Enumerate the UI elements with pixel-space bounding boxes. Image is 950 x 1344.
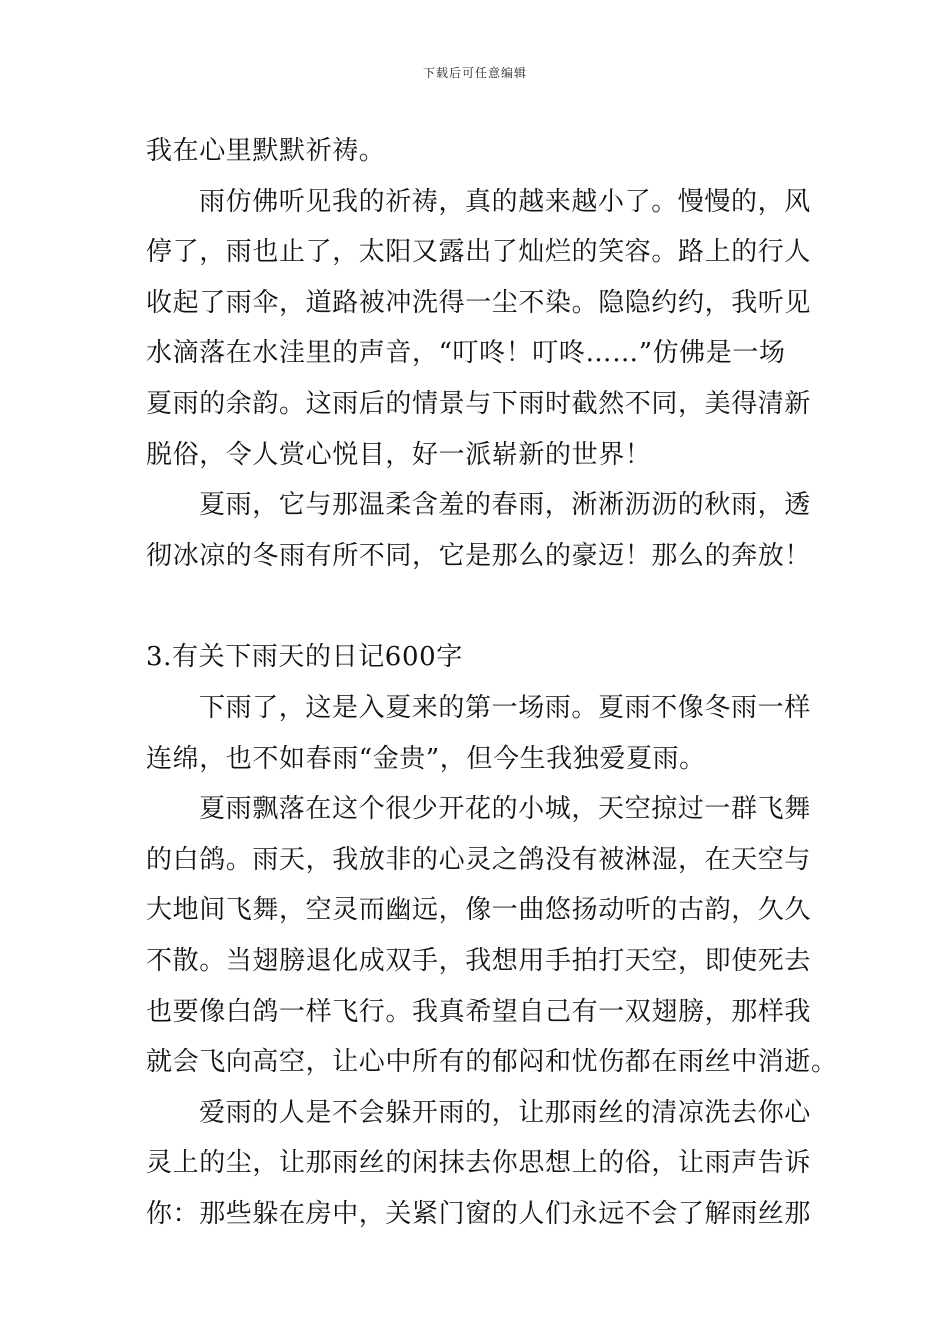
text-line: 脱俗，令人赏心悦目，好一派崭新的世界！ bbox=[146, 439, 652, 470]
text-line: 我在心里默默祈祷。 bbox=[146, 136, 386, 166]
text-line: 连绵，也不如春雨“金贵”，但今生我独爱夏雨。 bbox=[146, 743, 706, 774]
text-line: 不散。当翅膀退化成双手，我想用手拍打天空，即使死去 bbox=[146, 945, 812, 976]
text-line: 也要像白鸽一样飞行。我真希望自己有一双翅膀，那样我 bbox=[146, 996, 812, 1027]
paragraph-first-line: 雨仿佛听见我的祈祷，真的越来越小了。慢慢的，风 bbox=[199, 186, 811, 217]
text-line: 收起了雨伞，道路被冲洗得一尘不染。隐隐约约，我听见 bbox=[146, 287, 812, 318]
paragraph-first-line: 下雨了，这是入夏来的第一场雨。夏雨不像冬雨一样 bbox=[199, 692, 811, 723]
section-title: 3.有关下雨天的日记600字 bbox=[146, 642, 463, 673]
text-line: 停了，雨也止了，太阳又露出了灿烂的笑容。路上的行人 bbox=[146, 237, 812, 268]
text-line: 夏雨的余韵。这雨后的情景与下雨时截然不同，美得清新 bbox=[146, 388, 812, 419]
paragraph-first-line: 爱雨的人是不会躲开雨的，让那雨丝的清凉洗去你心 bbox=[199, 1097, 811, 1128]
text-line: 水滴落在水洼里的声音，“叮咚！叮咚……”仿佛是一场 bbox=[146, 338, 786, 369]
text-line: 就会飞向高空，让心中所有的郁闷和忧伤都在雨丝中消逝。 bbox=[146, 1047, 838, 1078]
text-line: 灵上的尘，让那雨丝的闲抹去你思想上的俗，让雨声告诉 bbox=[146, 1148, 812, 1179]
paragraph-first-line: 夏雨飘落在这个很少开花的小城，天空掠过一群飞舞 bbox=[199, 794, 811, 825]
document-body bbox=[146, 126, 838, 1239]
text-line: 彻冰凉的冬雨有所不同，它是那么的豪迈！那么的奔放！ bbox=[146, 540, 812, 571]
text-line: 的白鸽。雨天，我放非的心灵之鸽没有被淋湿，在天空与 bbox=[146, 844, 812, 875]
paragraph-first-line: 夏雨，它与那温柔含羞的春雨，淅淅沥沥的秋雨，透 bbox=[199, 490, 811, 521]
page-header-note: 下载后可任意编辑 bbox=[422, 66, 527, 80]
section-gap bbox=[146, 581, 808, 632]
text-line: 大地间飞舞，空灵而幽远，像一曲悠扬动听的古韵，久久 bbox=[146, 895, 812, 926]
text-line: 你：那些躲在房中，关紧门窗的人们永远不会了解雨丝那 bbox=[146, 1198, 812, 1229]
